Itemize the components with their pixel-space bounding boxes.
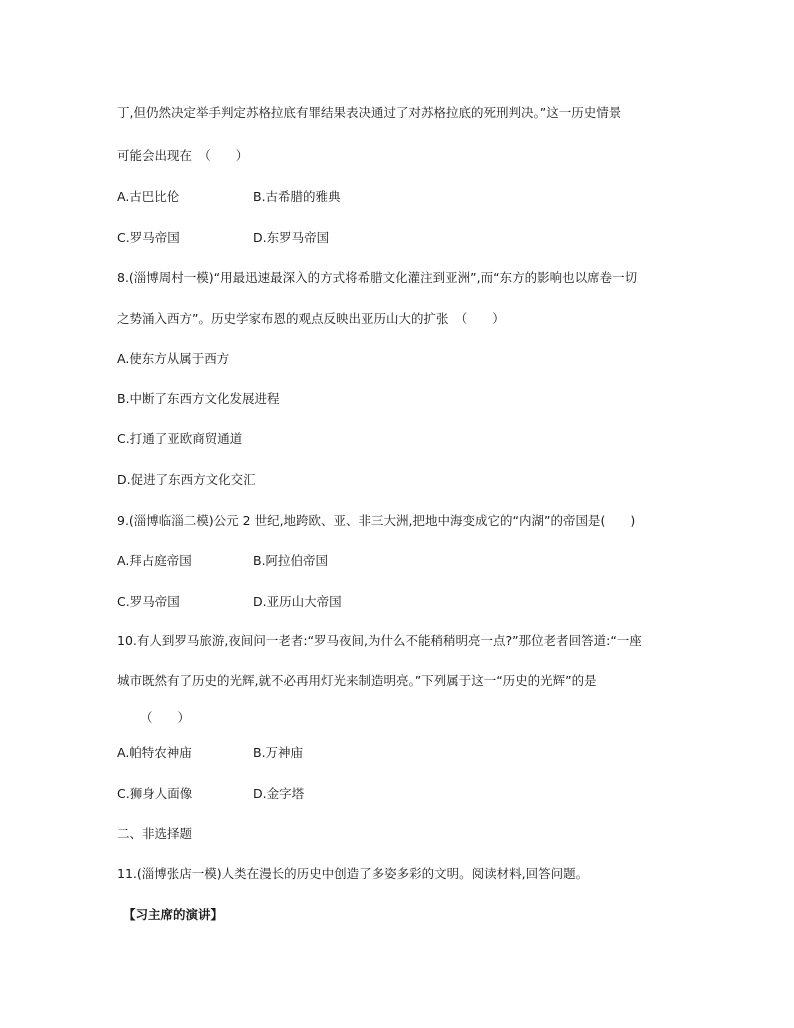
q10-option-a: A.帕特农神庙 [117, 745, 192, 760]
q8-option-b: B.中断了东西方文化发展进程 [117, 391, 280, 406]
q9-option-a: A.拜占庭帝国 [117, 553, 192, 568]
q7-option-d: D.东罗马帝国 [253, 230, 330, 245]
q9-option-d: D.亚历山大帝国 [253, 594, 342, 609]
q7-text-line-1: 丁,但仍然决定举手判定苏格拉底有罪结果表决通过了对苏格拉底的死刑判决。”这一历史情景 [117, 105, 622, 120]
q10-option-d: D.金字塔 [253, 786, 305, 801]
q10-answer-parentheses: （ ） [140, 710, 191, 725]
q7-option-c: C.罗马帝国 [117, 230, 180, 245]
q8-option-d: D.促进了东西方文化交汇 [117, 472, 256, 487]
q10-option-c: C.狮身人面像 [117, 786, 193, 801]
q10-text-line-2: 城市既然有了历史的光辉,就不必再用灯光来制造明亮。”下列属于这一“历史的光辉”的是 [117, 673, 597, 688]
q7-option-b: B.古希腊的雅典 [253, 189, 341, 204]
q11-material-title: 【习主席的演讲】 [123, 907, 224, 922]
q10-option-b: B.万神庙 [253, 745, 304, 760]
q10-text-line-1: 10.有人到罗马旅游,夜间问一老者:“罗马夜间,为什么不能稍稍明亮一点?”那位老者回答道:“一座 [117, 633, 642, 648]
q11-text-line-1: 11.(淄博张店一模)人类在漫长的历史中创造了多姿多彩的文明。阅读材料,回答问题。 [117, 866, 589, 881]
q7-option-a: A.古巴比伦 [117, 189, 180, 204]
q8-text-line-1: 8.(淄博周村一模)“用最迅速最深入的方式将希腊文化灌注到亚洲”,而“东方的影响也以席卷一切 [117, 270, 638, 285]
q7-text-line-2: 可能会出现在 （ ） [117, 148, 249, 163]
q9-option-c: C.罗马帝国 [117, 594, 180, 609]
q9-option-b: B.阿拉伯帝国 [253, 553, 329, 568]
q8-option-c: C.打通了亚欧商贸通道 [117, 431, 243, 446]
q8-option-a: A.使东方从属于西方 [117, 351, 230, 366]
section-heading: 二、非选择题 [117, 826, 193, 841]
q9-text-line-1: 9.(淄博临淄二模)公元 2 世纪,地跨欧、亚、非三大洲,把地中海变成它的“内湖”的帝国是( ) [117, 513, 636, 528]
q8-text-line-2: 之势涌入西方”。历史学家布恩的观点反映出亚历山大的扩张 （ ） [117, 311, 505, 326]
